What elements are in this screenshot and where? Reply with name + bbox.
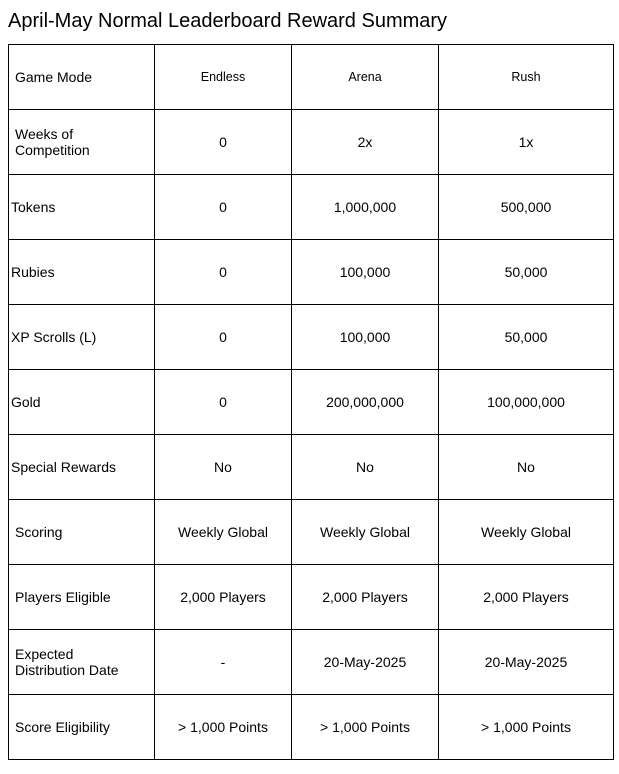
table-cell: 2,000 Players — [155, 565, 292, 630]
table-cell: 20-May-2025 — [439, 630, 614, 695]
row-label: Special Rewards — [9, 435, 155, 500]
table-cell: 50,000 — [439, 305, 614, 370]
table-cell: 0 — [155, 240, 292, 305]
row-label: Game Mode — [9, 45, 155, 110]
row-label: Expected Distribution Date — [9, 630, 155, 695]
table-row — [9, 630, 614, 695]
table-row — [9, 305, 614, 370]
table-row — [9, 500, 614, 565]
table-cell: 2,000 Players — [439, 565, 614, 630]
table-row — [9, 175, 614, 240]
page-title: April-May Normal Leaderboard Reward Summary — [8, 10, 448, 32]
table-cell: 100,000 — [292, 240, 439, 305]
row-label: Rubies — [9, 240, 155, 305]
row-label: Weeks of Competition — [9, 110, 155, 175]
row-label: XP Scrolls (L) — [9, 305, 155, 370]
table-row — [9, 565, 614, 630]
column-header-cell: Arena — [292, 45, 439, 110]
row-label: Scoring — [9, 500, 155, 565]
row-label: Players Eligible — [9, 565, 155, 630]
table-cell: 200,000,000 — [292, 370, 439, 435]
table-header-row — [9, 45, 614, 110]
table-row — [9, 695, 614, 760]
table-cell: No — [439, 435, 614, 500]
table-cell: Weekly Global — [155, 500, 292, 565]
table-cell: 1x — [439, 110, 614, 175]
table-cell: 100,000,000 — [439, 370, 614, 435]
table-cell: 0 — [155, 305, 292, 370]
row-label: Tokens — [9, 175, 155, 240]
table-row — [9, 240, 614, 305]
row-label: Score Eligibility — [9, 695, 155, 760]
table-row — [9, 370, 614, 435]
table-cell: > 1,000 Points — [155, 695, 292, 760]
column-header-cell: Rush — [439, 45, 614, 110]
row-label: Gold — [9, 370, 155, 435]
table-cell: 2x — [292, 110, 439, 175]
table-cell: 2,000 Players — [292, 565, 439, 630]
table-cell: > 1,000 Points — [292, 695, 439, 760]
table-row — [9, 435, 614, 500]
table-cell: 50,000 — [439, 240, 614, 305]
table-cell: 1,000,000 — [292, 175, 439, 240]
table-cell: 0 — [155, 175, 292, 240]
reward-summary-table — [8, 44, 614, 760]
table-cell: - — [155, 630, 292, 695]
table-cell: 20-May-2025 — [292, 630, 439, 695]
table-cell: Weekly Global — [439, 500, 614, 565]
table-cell: 0 — [155, 370, 292, 435]
table-cell: 0 — [155, 110, 292, 175]
column-header-cell: Endless — [155, 45, 292, 110]
table-cell: 100,000 — [292, 305, 439, 370]
table-cell: 500,000 — [439, 175, 614, 240]
table-cell: Weekly Global — [292, 500, 439, 565]
table-cell: No — [292, 435, 439, 500]
table-row — [9, 110, 614, 175]
table-cell: No — [155, 435, 292, 500]
table-cell: > 1,000 Points — [439, 695, 614, 760]
